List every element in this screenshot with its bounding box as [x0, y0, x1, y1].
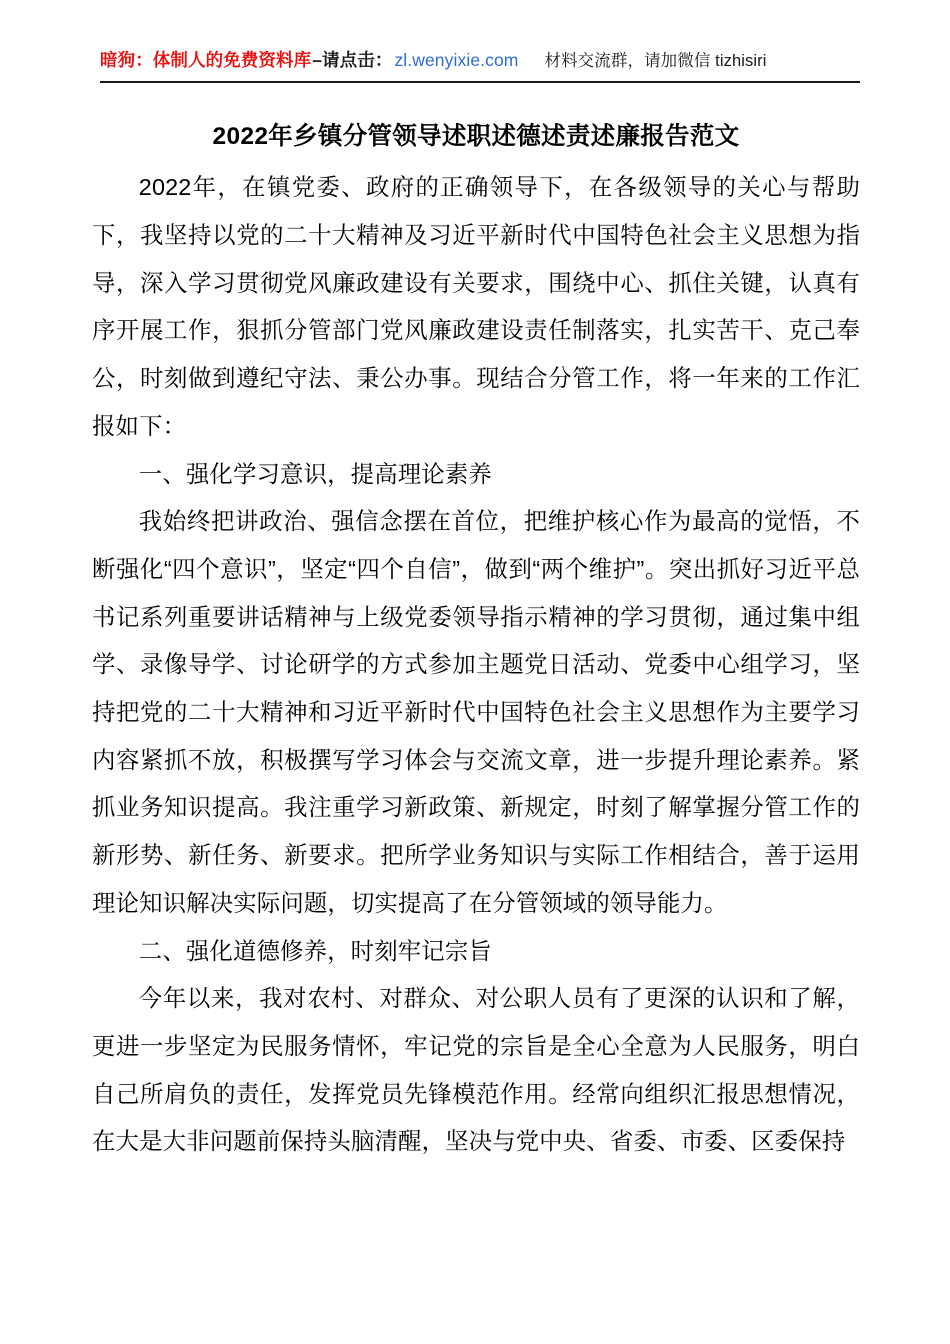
watermark-header-banner [100, 44, 860, 78]
click-prompt-text: –请点击： [312, 50, 393, 71]
paragraph-section-one-body: 我始终把讲政治、强信念摆在首位，把维护核心作为最高的觉悟，不断强化“四个意识”，坚定“四个自信”，做到“两个维护”。突出抓好习近平总书记系列重要讲话精神与上级党委领导指示精神的学习贯彻，通过集中组学、录像导学、讨论研学的方式参加主题党日活动、党委中心组学习，坚持把党的二十大精神和习近平新时代中国特色社会主义思想作为主要学习内容紧抓不放，积极撰写学习体会与交流文章，进一步提升理论素养。紧抓业务知识提高。我注重学习新政策、新规定，时刻了解掌握分管工作的新形势、新任务、新要求。把所学业务知识与实际工作相结合，善于运用理论知识解决实际问题，切实提高了在分管领域的领导能力。 [92, 508, 860, 916]
document-body [92, 104, 860, 1166]
site-brand-text: 暗狗：体制人的免费资料库 [100, 50, 312, 71]
wechat-group-text: 材料交流群，请加微信 tizhisiri [544, 51, 767, 70]
section-heading-two: 二、强化道德修养，时刻牢记宗旨 [138, 937, 492, 964]
site-url-link[interactable]: zl.wenyixie.com [394, 50, 519, 71]
page-title: 2022年乡镇分管领导述职述德述责述廉报告范文 [212, 123, 740, 150]
header-divider-rule [100, 81, 860, 83]
paragraph-intro: 2022年，在镇党委、政府的正确领导下，在各级领导的关心与帮助下，我坚持以党的二十大精神及习近平新时代中国特色社会主义思想为指导，深入学习贯彻党风廉政建设有关要求，围绕中心、抓住关键，认真有序开展工作，狠抓分管部门党风廉政建设责任制落实，扎实苦干、克己奉公，时刻做到遵纪守法、秉公办事。现结合分管工作，将一年来的工作汇报如下： [92, 174, 860, 439]
paragraph-section-two-body: 今年以来，我对农村、对群众、对公职人员有了更深的认识和了解，更进一步坚定为民服务情怀，牢记党的宗旨是全心全意为人民服务，明白自己所肩负的责任，发挥党员先锋模范作用。经常向组织汇报思想情况，在大是大非问题前保持头脑清醒，坚决与党中央、省委、市委、区委保持 [92, 985, 860, 1155]
section-heading-one: 一、强化学习意识，提高理论素养 [138, 460, 492, 487]
